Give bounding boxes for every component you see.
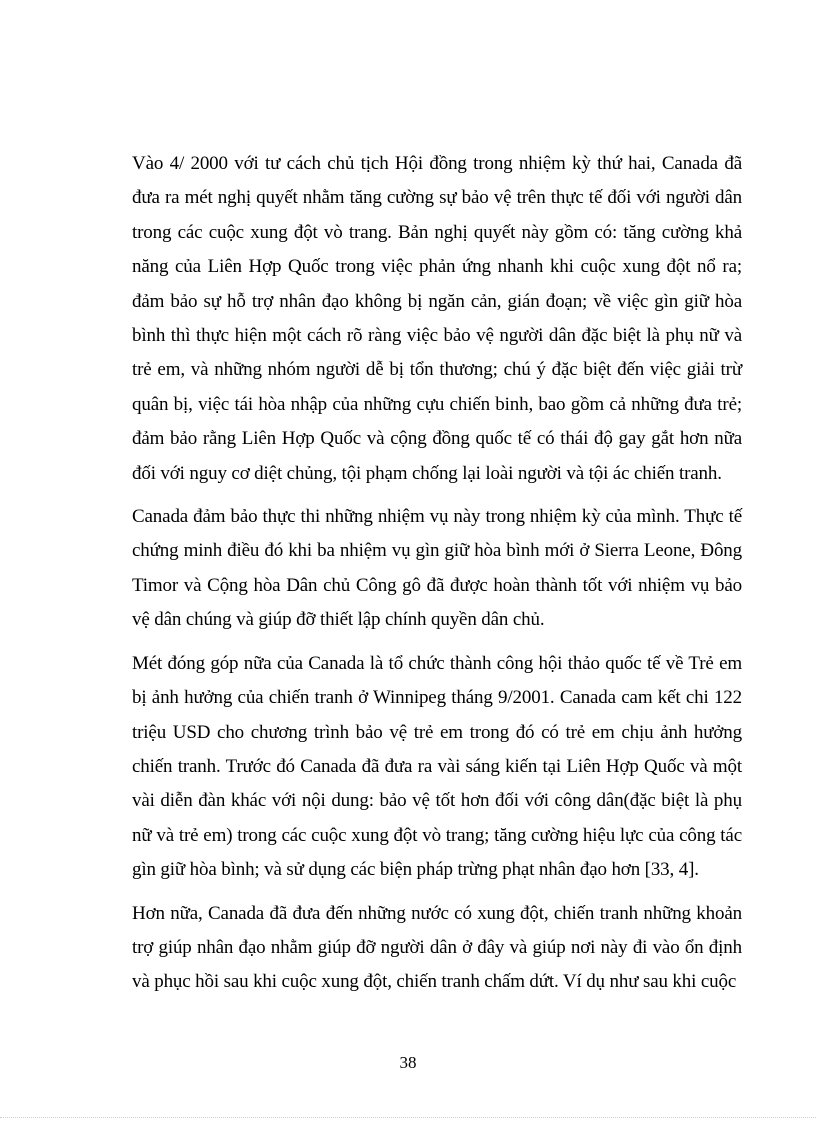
body-text: [132, 147, 742, 1009]
page-bottom-divider: [0, 1117, 816, 1118]
paragraph-humanitarian-aid: Hơn nữa, Canada đã đưa đến những nước có xung đột, chiến tranh những khoản trợ giúp nhân đạo nhằm giúp đỡ người dân ở đây và giúp nơi này đi vào ổn định và phục hồi sau khi cuộc xung đột, chiến tranh chấm dứt. Ví dụ như sau khi cuộc: [132, 902, 742, 993]
paragraph-resolution: Vào 4/ 2000 với tư cách chủ tịch Hội đồng trong nhiệm kỳ thứ hai, Canada đã đưa ra mét nghị quyết nhằm tăng cường sự bảo vệ trên thực tế đối với người dân trong các cuộc xung đột vò trang. Bản nghị quyết này gồm có: tăng cường khả năng của Liên Hợp Quốc trong việc phản ứng nhanh khi cuộc xung đột nổ ra; đảm bảo sự hỗ trợ nhân đạo không bị ngăn cản, gián đoạn; về việc gìn giữ hòa bình thì thực hiện một cách rõ ràng việc bảo vệ người dân đặc biệt là phụ nữ và trẻ em, và những nhóm người dễ bị tổn thương; chú ý đặc biệt đến việc giải trừ quân bị, việc tái hòa nhập của những cựu chiến binh, bao gồm cả những đưa trẻ; đảm bảo rằng Liên Hợp Quốc và cộng đồng quốc tế có thái độ gay gắt hơn nữa đối với nguy cơ diệt chủng, tội phạm chống lại loài người và tội ác chiến tranh.: [132, 153, 742, 484]
paragraph-children-conference: Mét đóng góp nữa của Canada là tổ chức thành công hội thảo quốc tế về Trẻ em bị ảnh hưởng của chiến tranh ở Winnipeg tháng 9/2001. Canada cam kết chi 122 triệu USD cho chương trình bảo vệ trẻ em trong đó có trẻ em chịu ảnh hưởng chiến tranh. Trước đó Canada đã đưa ra vài sáng kiến tại Liên Hợp Quốc và một vài diễn đàn khác với nội dung: bảo vệ tốt hơn đối với công dân(đặc biệt là phụ nữ và trẻ em) trong các cuộc xung đột vò trang; tăng cường hiệu lực của công tác gìn giữ hòa bình; và sử dụng các biện pháp trừng phạt nhân đạo hơn [33, 4].: [132, 652, 742, 881]
paragraph-peacekeeping: Canada đảm bảo thực thi những nhiệm vụ này trong nhiệm kỳ của mình. Thực tế chứng minh điều đó khi ba nhiệm vụ gìn giữ hòa bình mới ở Sierra Leone, Đông Timor và Cộng hòa Dân chủ Công gô đã được hoàn thành tốt với nhiệm vụ bảo vệ dân chúng và giúp đỡ thiết lập chính quyền dân chủ.: [132, 506, 742, 631]
page-number: 38: [399, 1053, 417, 1072]
